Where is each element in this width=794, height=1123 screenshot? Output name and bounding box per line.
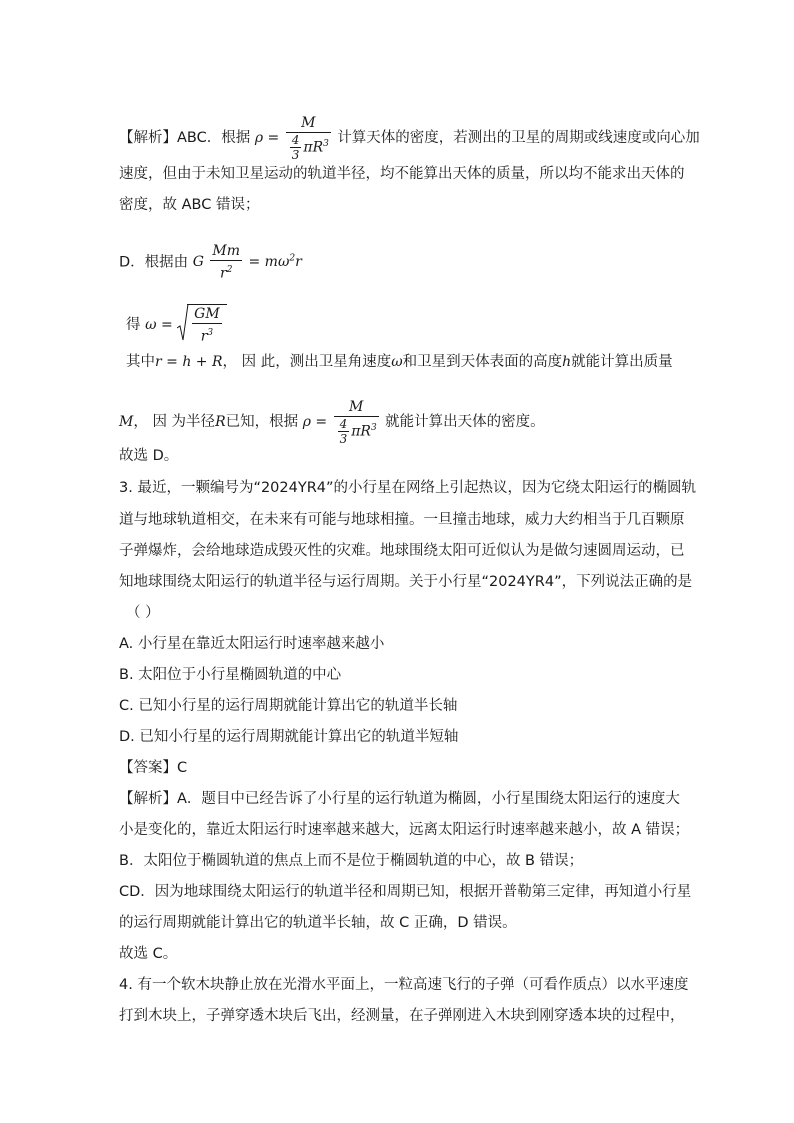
- q3-analysis-line-1: 【解析】A．题目中已经告诉了小行星的运行轨道为椭圆，小行星围绕太阳运行的速度大: [119, 791, 680, 807]
- q3-option-d: D. 已知小行星的运行周期就能计算出它的轨道半短轴: [119, 729, 459, 745]
- q3-option-c: C. 已知小行星的运行周期就能计算出它的轨道半长轴: [119, 698, 458, 714]
- q3-option-b: B. 太阳位于小行星椭圆轨道的中心: [119, 667, 342, 683]
- q3-analysis-line-3: B．太阳位于椭圆轨道的焦点上而不是位于椭圆轨道的中心，故 B 错误；: [119, 853, 584, 869]
- analysis-line-1: 【解析】ABC．根据 ρ = M $\frac{4}{3}$ $\pi R^3$ 计算天体的密度，若测出的卫星的周期或线速度或向心加: [119, 115, 700, 162]
- analysis-line-d: D．根据由 G $\frac{Mm}{r^2}$ = $m\omega^2r$: [119, 243, 302, 282]
- analysis-tag: 【解析】: [119, 130, 177, 146]
- q3-analysis-line-5: 的运行周期就能计算出它的轨道半长轴，故 C 正确，D 错误。: [119, 915, 517, 931]
- analysis-qizhong-line: 其中r = h + R， 因 此，测出卫星角速度ω和卫星到天体表面的高度h就能计算出质量: [126, 354, 673, 370]
- q3-conclusion: 故选 C。: [119, 946, 178, 962]
- q3-analysis-line-4: CD．因为地球围绕太阳运行的轨道半径和周期已知，根据开普勒第三定律，再知道小行星: [119, 884, 692, 900]
- q3-line-2: 道与地球轨道相交，在未来有可能与地球相撞。一旦撞击地球，威力大约相当于几百颗原: [119, 512, 685, 528]
- q3-answer: 【答案】C: [119, 760, 188, 776]
- q4-line-1: 4. 有一个软木块静止放在光滑水平面上，一粒高速飞行的子弹（可看作质点）以水平速度: [119, 977, 689, 993]
- q3-analysis-line-2: 小是变化的，靠近太阳运行时速率越来越大，远离太阳运行时速率越来越小，故 A 错误；: [119, 822, 690, 838]
- gravitation-formula: G $\frac{Mm}{r^2}$ = $m\omega^2r$: [192, 243, 302, 282]
- q3-answer-paren: （ ）: [126, 605, 160, 621]
- analysis-line-3: 密度，故 ABC 错误；: [119, 197, 260, 213]
- omega-formula: ω = $\frac{GM}{r^3}$: [145, 317, 227, 333]
- density-formula-2: ρ = M $\frac{4}{3}$ $\pi R^3$: [302, 399, 377, 446]
- analysis-line-2: 速度，但由于未知卫星运动的轨道半径，均不能算出天体的质量，所以均不能求出天体的: [119, 166, 685, 182]
- q3-line-1: 3. 最近，一颗编号为“2024YR4”的小行星在网络上引起热议，因为它绕太阳运行的椭圆轨: [119, 480, 697, 496]
- analysis-conclusion: 故选 D。: [119, 448, 179, 464]
- sqrt-sign: $\frac{GM}{r^3}$: [177, 304, 227, 346]
- analysis-mass-line: M， 因 为半径R已知，根据 ρ = M $\frac{4}{3}$ $\pi R^3$ 就能计算出天体的密度。: [119, 399, 545, 446]
- q3-option-a: A. 小行星在靠近太阳运行时速率越来越小: [119, 636, 385, 652]
- density-formula: ρ = M $\frac{4}{3}$ $\pi R^3$: [254, 115, 329, 162]
- q3-line-3: 子弹爆炸，会给地球造成毁灭性的灾难。地球围绕太阳可近似认为是做匀速圆周运动，已: [119, 543, 685, 559]
- analysis-omega-line: 得 ω = $\frac{GM}{r^3}$: [126, 304, 227, 346]
- q4-line-2: 打到木块上，子弹穿透木块后飞出，经测量，在子弹刚进入木块到刚穿透本块的过程中，: [119, 1008, 685, 1024]
- q3-line-4: 知地球围绕太阳运行的轨道半径与运行周期。关于小行星“2024YR4”，下列说法正确的是: [119, 574, 693, 590]
